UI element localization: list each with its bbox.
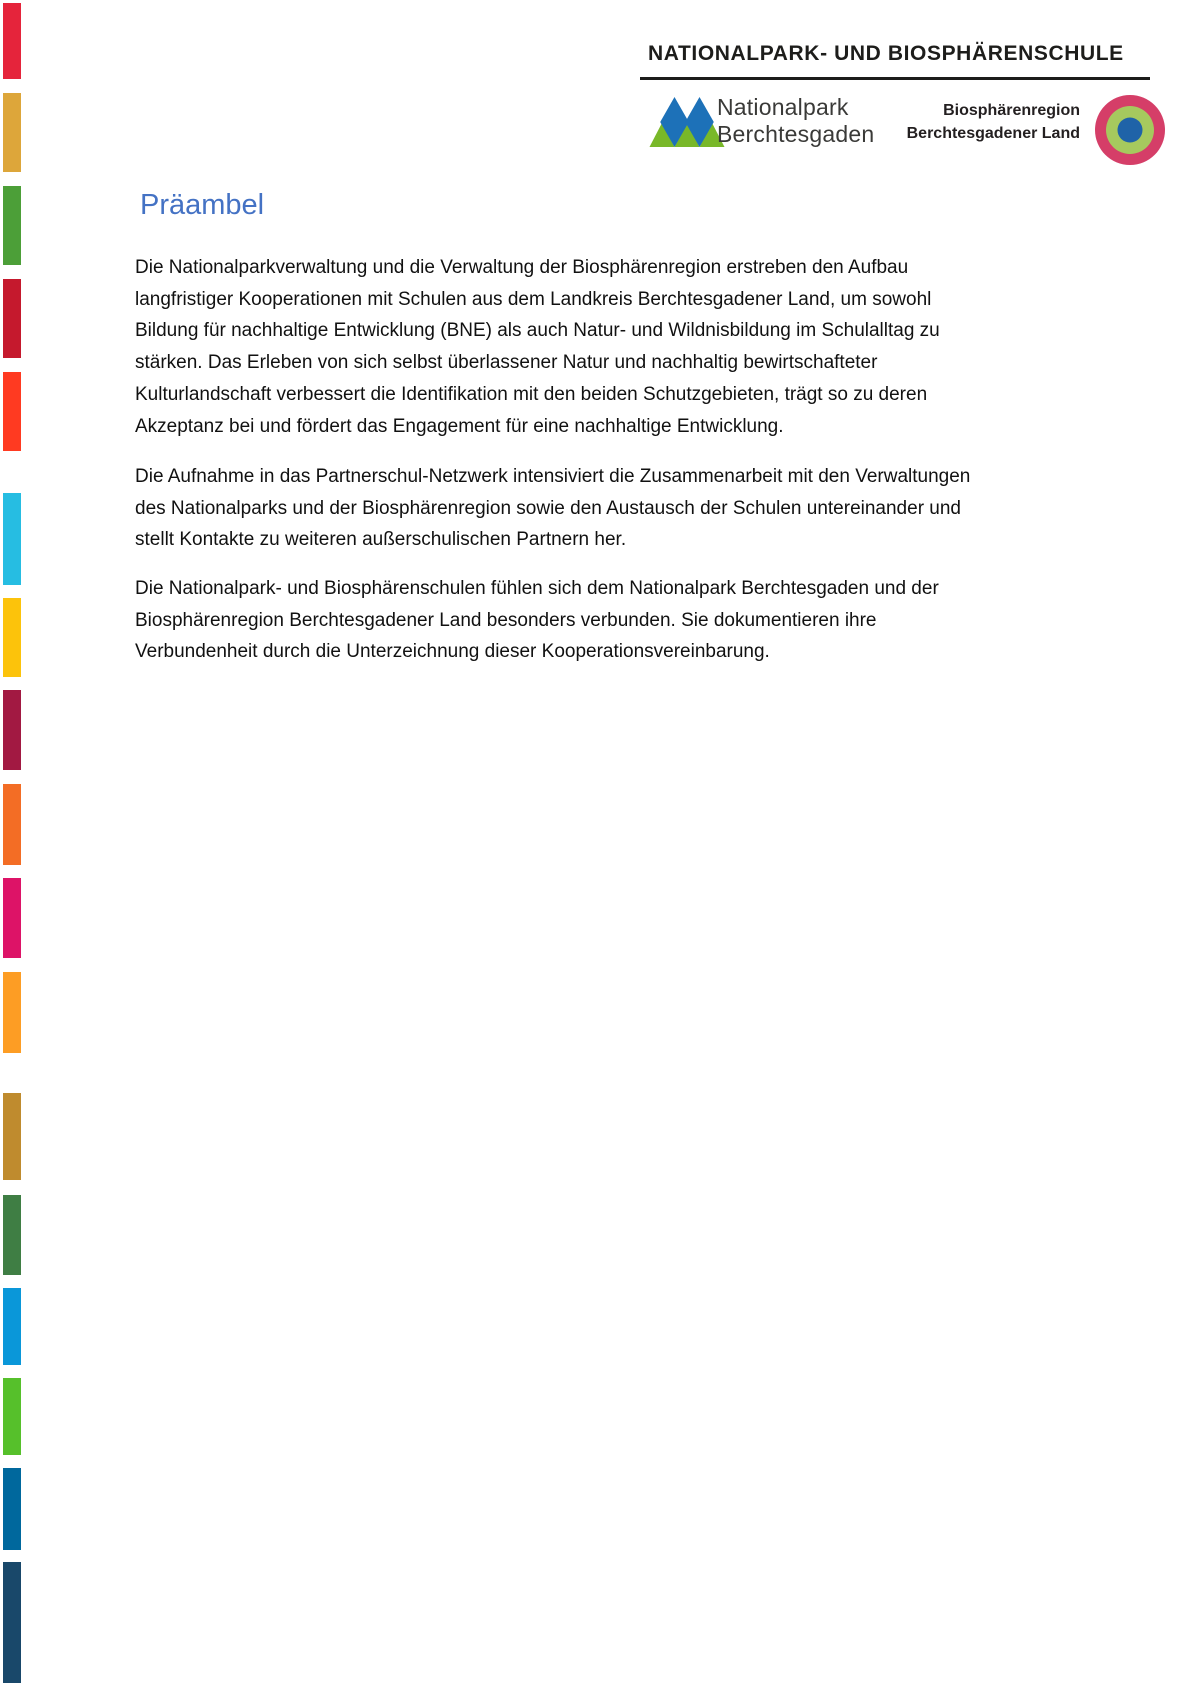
banner-underline [640, 77, 1150, 80]
biosphere-logo-line1: Biosphärenregion [943, 102, 1080, 119]
sdg-bar-7 [3, 598, 21, 677]
paragraph-2 [135, 461, 1035, 556]
sdg-bar-3 [3, 186, 21, 265]
sdg-bar-2 [3, 93, 21, 172]
sdg-bar-4 [3, 279, 21, 358]
paragraph-line: Bildung für nachhaltige Entwicklung (BNE) als auch Natur- und Wildnisbildung im Schulalltag zu [135, 320, 940, 342]
nationalpark-logo-line1: Nationalpark [717, 94, 849, 120]
paragraph-line: stärken. Das Erleben von sich selbst überlassener Natur und nachhaltig bewirtschafteter [135, 352, 878, 374]
sdg-bar-6 [3, 493, 21, 585]
sdg-bar-13 [3, 1195, 21, 1275]
biosphere-rings-icon [1095, 95, 1165, 165]
paragraph-line: Die Nationalpark- und Biosphärenschulen fühlen sich dem Nationalpark Berchtesgaden und der [135, 578, 939, 599]
nationalpark-mountains-icon [647, 97, 727, 147]
paragraph-line: Verbundenheit durch die Unterzeichnung dieser Kooperationsvereinbarung. [135, 641, 770, 663]
paragraph-line: Akzeptanz bei und fördert das Engagement für eine nachhaltige Entwicklung. [135, 415, 784, 437]
paragraph-line: Die Nationalparkverwaltung und die Verwaltung der Biosphärenregion erstreben den Aufbau [135, 257, 909, 278]
paragraph-line: Biosphärenregion Berchtesgadener Land besonders verbunden. Sie dokumentieren ihre [135, 609, 877, 631]
sdg-bar-5 [3, 372, 21, 451]
paragraph-line: langfristiger Kooperationen mit Schulen aus dem Landkreis Berchtesgadener Land, um sowohl [135, 288, 932, 310]
paragraph-3 [135, 573, 1035, 668]
biosphere-logo-line2: Berchtesgadener Land [906, 125, 1080, 142]
paragraph-line: stellt Kontakte zu weiteren außerschulischen Partnern her. [135, 529, 627, 551]
page-title: Präambel [140, 189, 265, 221]
sdg-bar-8 [3, 690, 21, 770]
paragraph-1 [135, 252, 1035, 442]
sdg-bar-9 [3, 784, 21, 865]
nationalpark-logo-line2: Berchtesgaden [717, 121, 875, 147]
biosphere-logo-text [830, 99, 1080, 145]
paragraph-line: Kulturlandschaft verbessert die Identifikation mit den beiden Schutzgebieten, trägt so zu deren [135, 383, 928, 405]
paragraph-line: Die Aufnahme in das Partnerschul-Netzwerk intensiviert die Zusammenarbeit mit den Verwaltungen [135, 466, 971, 487]
sdg-bar-16 [3, 1468, 21, 1550]
sdg-bar-15 [3, 1378, 21, 1455]
sdg-bar-10 [3, 878, 21, 958]
sdg-bar-14 [3, 1288, 21, 1365]
banner-title: NATIONALPARK- UND BIOSPHÄRENSCHULE [648, 42, 1124, 65]
sdg-bar-11 [3, 972, 21, 1053]
sdg-color-strip [0, 0, 24, 1683]
sdg-bar-12 [3, 1093, 21, 1180]
sdg-bar-17 [3, 1562, 21, 1683]
paragraph-line: des Nationalparks und der Biosphärenregion sowie den Austausch der Schulen untereinander und [135, 497, 961, 519]
sdg-bar-1 [3, 3, 21, 79]
